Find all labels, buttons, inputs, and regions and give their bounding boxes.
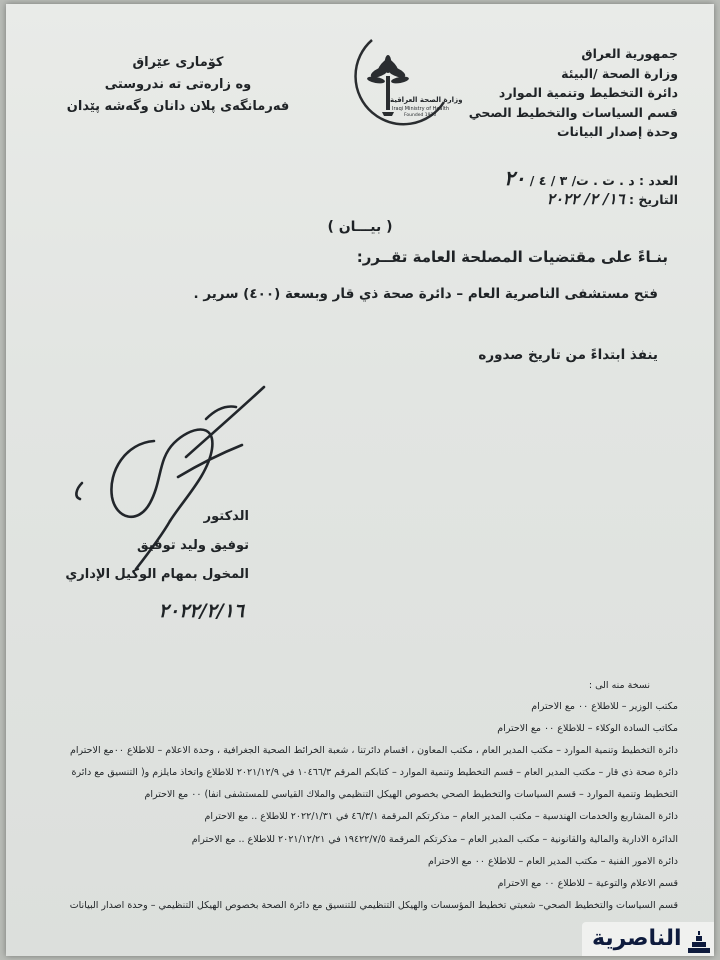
- ziggurat-icon: [686, 930, 712, 954]
- signer-role: المخول بمهام الوكيل الإداري: [65, 567, 249, 582]
- signature-date: ٢٠٢٢/٢/١٦: [158, 600, 244, 622]
- cc-item: دائرة صحة ذي قار – مكتب المدير العام – قسم التخطيط وتنمية الموارد – كتابكم المرقم ١٠٤٦٦/٣ في ٢٠٢١/١٢/٩ للاطلاع واتخاذ مايلزم و( التنسيق مع دائرة: [71, 767, 678, 779]
- header-line: وه زارەتی ته ندروستی: [104, 77, 252, 92]
- header-line: دائرة التخطيط وتنمية الموارد: [498, 85, 678, 100]
- document-page: [6, 4, 714, 956]
- header-arabic: [428, 44, 678, 142]
- document-date: [547, 190, 678, 208]
- cc-heading: نسخة منه الى :: [588, 680, 650, 691]
- logo-english: Iraqi Ministry of Health: [392, 106, 450, 112]
- effective-clause: ينفذ ابتداءً من تاريخ صدوره: [478, 347, 658, 363]
- cc-list: [18, 696, 678, 917]
- ministry-logo: [332, 32, 463, 132]
- cc-item: مكتب الوزير – للاطلاع ٠٠ مع الاحترام: [531, 701, 678, 712]
- header-line: قسم السياسات والتخطيط الصحي: [468, 104, 678, 120]
- decision-text: فتح مستشفى الناصرية العام – دائرة صحة ذي قار وبسعة (٤٠٠) سرير .: [193, 286, 658, 302]
- header-line: فەرمانگەی پلان دانان وگەشه پێدان: [66, 99, 290, 114]
- header-line: كۆماری عێراق: [132, 55, 224, 70]
- cc-item: قسم الاعلام والتوعية – للاطلاع ٠٠ مع الاحترام: [497, 877, 678, 889]
- cc-item: قسم السياسات والتخطيط الصحي– شعبتي تخطيط المؤسسات والهيكل التنظيمي للتنسيق مع دائرة الصحة بخصوص الهيكل التنظيمي – وحدة اصدار البيانات: [69, 899, 678, 911]
- date-label: التاريخ :: [628, 192, 678, 207]
- logo-founded: Founded 1920: [404, 113, 437, 118]
- header-line: وزارة الصحة /البيئة: [561, 65, 678, 81]
- watermark-text: الناصرية: [592, 926, 682, 951]
- cc-item: دائرة الامور الفنية – مكتب المدير العام – للاطلاع ٠٠ مع الاحترام: [428, 855, 678, 867]
- reference-handwritten: ٢٠: [503, 166, 526, 190]
- reference-number: [504, 166, 678, 190]
- signature-block: [9, 502, 249, 589]
- signer-title: الدكتور: [203, 509, 249, 524]
- logo-text: وزارة الصحة العراقية: [390, 96, 463, 104]
- cc-item: التخطيط وتنمية الموارد – قسم السياسات والتخطيط الصحي بخصوص الهيكل التنظيمي والملاك القياسي للمستشفى انفا) ٠٠ مع الاحترام: [144, 789, 678, 801]
- document-title: ( بيـــان ): [327, 219, 393, 235]
- reference-label: العدد : د . ت . ت/ ٣ / ٤ /: [529, 173, 678, 188]
- header-line: وحدة إصدار البيانات: [557, 124, 678, 139]
- watermark: [582, 922, 714, 956]
- cc-item: الدائرة الادارية والمالية والقانونية – مكتب المدير العام – مذكرتكم المرقمة ١٩٤٢٢/٧/٥ في ٢٠٢١/١٢/٢١ للاطلاع .. مع الاحترام: [191, 833, 678, 845]
- header-kurdish: [58, 52, 298, 118]
- cc-item: دائرة المشاريع والخدمات الهندسية – مكتب المدير العام – مذكرتكم المرقمة ٤٦/٣/١ في ٢٠٢٢/١/٣١ للاطلاع .. مع الاحترام: [204, 811, 678, 823]
- cc-item: دائرة التخطيط وتنمية الموارد – مكتب المدير العام ، مكتب المعاون ، اقسام دائرتنا ، شعبة الخرائط الصحية الجغرافية ، وحدة الاعلام – للاطلاع ٠٠مع الاحترام: [70, 745, 678, 757]
- preamble: بنـاءً على مقتضيات المصلحة العامة تقــرر:: [356, 248, 668, 266]
- signer-name: توفيق وليد توفيق: [137, 538, 249, 553]
- header-line: جمهورية العراق: [581, 46, 678, 61]
- cc-item: مكاتب السادة الوكلاء – للاطلاع ٠٠ مع الاحترام: [497, 723, 678, 735]
- date-value: ١٦/ ٢/ ٢٠٢٢: [546, 190, 625, 208]
